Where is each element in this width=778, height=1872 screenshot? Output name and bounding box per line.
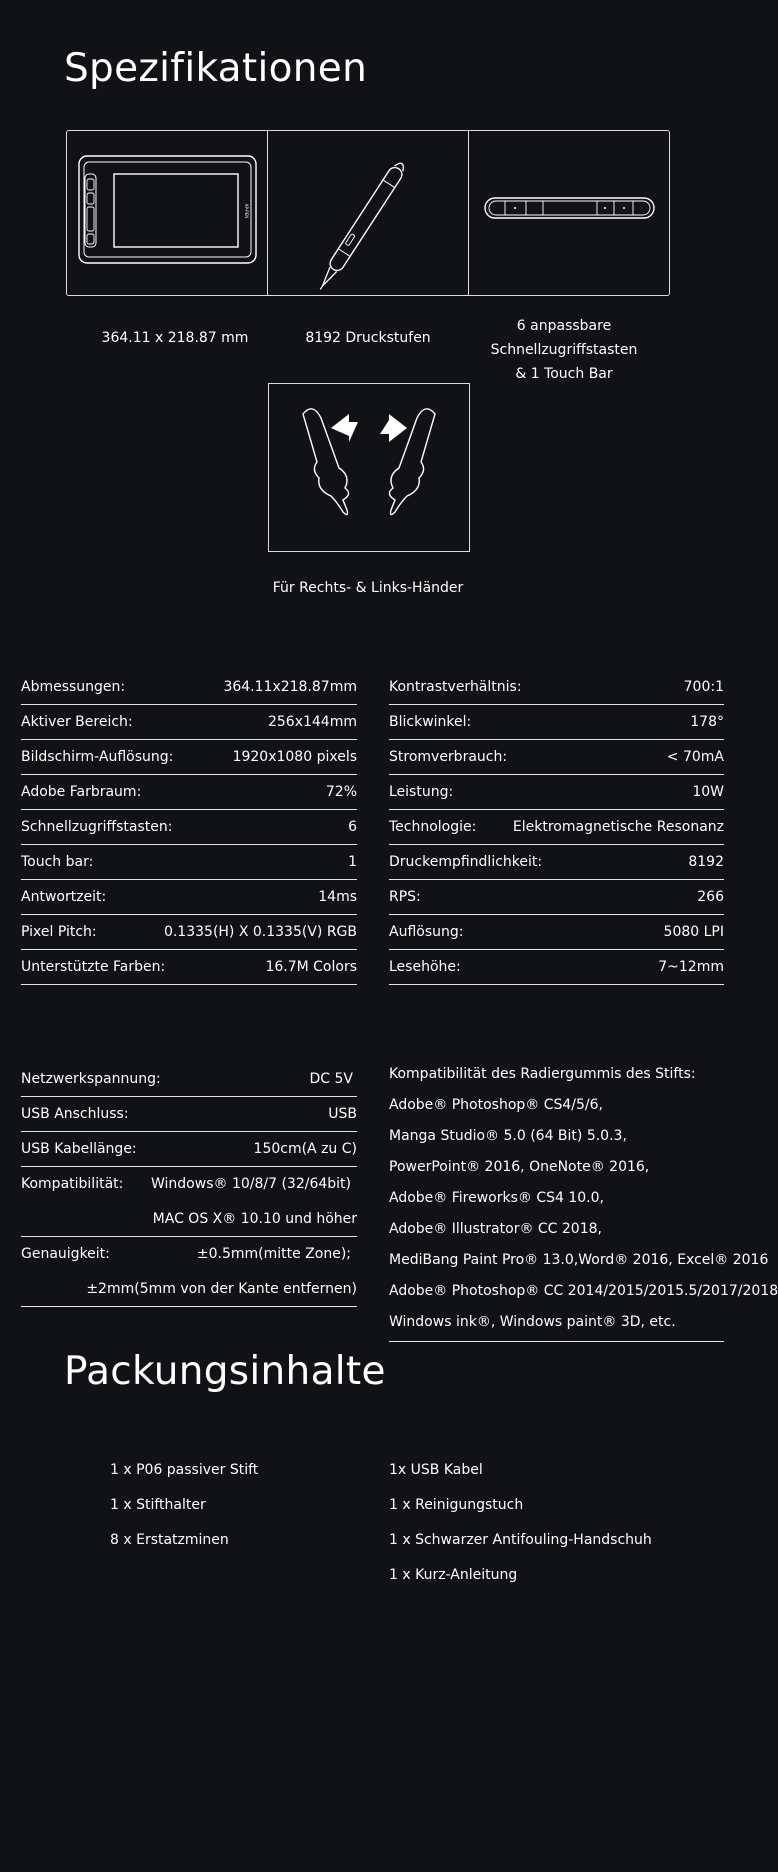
package-item: 1x USB Kabel — [389, 1462, 483, 1478]
tablet-illustration — [67, 131, 268, 295]
spec-value: Windows® 10/8/7 (32/64bit) — [151, 1176, 351, 1192]
spec-value: 72% — [325, 784, 357, 800]
spec-value: 8192 — [688, 854, 724, 870]
spec-row — [21, 810, 357, 845]
spec-label: RPS: — [389, 889, 421, 905]
spec-label: Antwortzeit: — [21, 889, 107, 905]
spec-label: Pixel Pitch: — [21, 924, 97, 940]
spec-label: Unterstützte Farben: — [21, 959, 166, 975]
eraser-compat-item: Adobe® Photoshop® CS4/5/6, — [389, 1097, 604, 1113]
spec-label: Stromverbrauch: — [389, 749, 508, 765]
spec-label: Blickwinkel: — [389, 714, 472, 730]
spec-label: Kompatibilität: — [21, 1176, 124, 1192]
spec-label: Bildschirm-Auflösung: — [21, 749, 174, 765]
spec-row — [21, 740, 357, 775]
spec-label: Netzwerkspannung: — [21, 1071, 161, 1087]
spec-label: Touch bar: — [21, 854, 94, 870]
spec-label: USB Anschluss: — [21, 1106, 129, 1122]
spec-row — [389, 740, 724, 775]
eraser-compat-item: Windows ink®, Windows paint® 3D, etc. — [389, 1314, 676, 1330]
spec-value: ±0.5mm(mitte Zone); — [196, 1246, 351, 1262]
specs-table-left — [21, 670, 357, 985]
spec-value: 7~12mm — [658, 959, 724, 975]
spec-row — [21, 1097, 357, 1132]
spec-value: 700:1 — [683, 679, 724, 695]
eraser-compat-item: Adobe® Fireworks® CS4 10.0, — [389, 1190, 604, 1206]
spec-value: Elektromagnetische Resonanz — [512, 819, 724, 835]
package-item: 8 x Erstatzminen — [110, 1532, 229, 1548]
spec-row — [21, 775, 357, 810]
specs-table-right — [389, 670, 724, 985]
pen-icon — [268, 131, 468, 297]
spec-row-compat — [21, 1167, 357, 1237]
spec-label: Leistung: — [389, 784, 454, 800]
spec-label: Abmessungen: — [21, 679, 126, 695]
left-right-hand-icon — [269, 384, 469, 551]
tablet-icon — [67, 131, 267, 297]
spec-label: Aktiver Bereich: — [21, 714, 133, 730]
caption-hands: Für Rechts- & Links-Händer — [272, 580, 464, 596]
spec-label: Schnellzugriffstasten: — [21, 819, 173, 835]
specs-title: Spezifikationen — [64, 46, 368, 91]
spec-value: 1 — [348, 854, 357, 870]
spec-value: 364.11x218.87mm — [223, 679, 357, 695]
package-item: 1 x Kurz-Anleitung — [389, 1567, 518, 1583]
spec-row-accuracy — [21, 1237, 357, 1307]
spec-row — [21, 1132, 357, 1167]
spec-value: 6 — [348, 819, 357, 835]
spec-value: 256x144mm — [267, 714, 357, 730]
express-keys-illustration — [469, 131, 669, 295]
spec-value: 178° — [690, 714, 724, 730]
spec-row — [21, 915, 357, 950]
spec-row — [21, 880, 357, 915]
hands-illustration — [268, 383, 470, 552]
eraser-compat-item: Adobe® Illustrator® CC 2018, — [389, 1221, 602, 1237]
package-item: 1 x Stifthalter — [110, 1497, 206, 1513]
caption-size: 364.11 x 218.87 mm — [101, 330, 249, 346]
spec-value: 1920x1080 pixels — [232, 749, 357, 765]
package-item: 1 x Schwarzer Antifouling-Handschuh — [389, 1532, 652, 1548]
eraser-compat-item: PowerPoint® 2016, OneNote® 2016, — [389, 1159, 650, 1175]
spec-label: Lesehöhe: — [389, 959, 461, 975]
spec-value: 150cm(A zu C) — [253, 1141, 357, 1157]
package-title: Packungsinhalte — [64, 1349, 386, 1394]
caption-keys-line1: 6 anpassbare Schnellzugriffstasten — [490, 318, 638, 358]
spec-value: 5080 LPI — [663, 924, 724, 940]
express-keys-icon — [469, 131, 669, 297]
eraser-compat-item: Adobe® Photoshop® CC 2014/2015/2015.5/2017/2018 — [389, 1283, 778, 1299]
spec-value: 16.7M Colors — [265, 959, 357, 975]
spec-value: DC 5V — [309, 1071, 353, 1087]
caption-keys-line2: & 1 Touch Bar — [515, 366, 613, 382]
spec-row — [21, 950, 357, 985]
spec-row — [389, 845, 724, 880]
spec-value: 14ms — [318, 889, 357, 905]
eraser-compat-item: MediBang Paint Pro® 13.0,Word® 2016, Excel® 2016 — [389, 1252, 769, 1268]
spec-row — [389, 775, 724, 810]
spec-label: Genauigkeit: — [21, 1246, 110, 1262]
specs-table-power — [21, 1062, 357, 1307]
spec-label: Adobe Farbraum: — [21, 784, 142, 800]
caption-pressure: 8192 Druckstufen — [305, 330, 431, 346]
spec-row — [389, 705, 724, 740]
spec-row — [21, 705, 357, 740]
spec-row — [21, 1062, 357, 1097]
spec-value: 10W — [692, 784, 724, 800]
pen-illustration — [268, 131, 469, 295]
spec-label: USB Kabellänge: — [21, 1141, 137, 1157]
tablet-logo: XP-PEN — [244, 203, 249, 219]
eraser-compat-block — [389, 1060, 778, 1342]
spec-value: 0.1335(H) X 0.1335(V) RGB — [163, 924, 357, 940]
package-item: 1 x Reinigungstuch — [389, 1497, 524, 1513]
eraser-compat-item: Manga Studio® 5.0 (64 Bit) 5.0.3, — [389, 1128, 627, 1144]
spec-label: Auflösung: — [389, 924, 464, 940]
spec-row — [21, 845, 357, 880]
spec-value: USB — [328, 1106, 357, 1122]
eraser-compat-title: Kompatibilität des Radiergummis des Stifts: — [389, 1066, 696, 1082]
spec-value: ±2mm(5mm von der Kante entfernen) — [86, 1281, 357, 1297]
package-item: 1 x P06 passiver Stift — [110, 1462, 259, 1478]
caption-keys — [452, 314, 676, 386]
spec-value: < 70mA — [666, 749, 724, 765]
spec-label: Technologie: — [389, 819, 477, 835]
spec-label: Kontrastverhältnis: — [389, 679, 522, 695]
spec-row — [389, 880, 724, 915]
spec-illustration-row — [66, 130, 670, 296]
spec-row — [21, 670, 357, 705]
spec-row — [389, 915, 724, 950]
spec-row — [389, 950, 724, 985]
spec-value: MAC OS X® 10.10 und höher — [152, 1211, 357, 1227]
spec-label: Druckempfindlichkeit: — [389, 854, 543, 870]
spec-value: 266 — [697, 889, 724, 905]
spec-row — [389, 670, 724, 705]
spec-row — [389, 810, 724, 845]
